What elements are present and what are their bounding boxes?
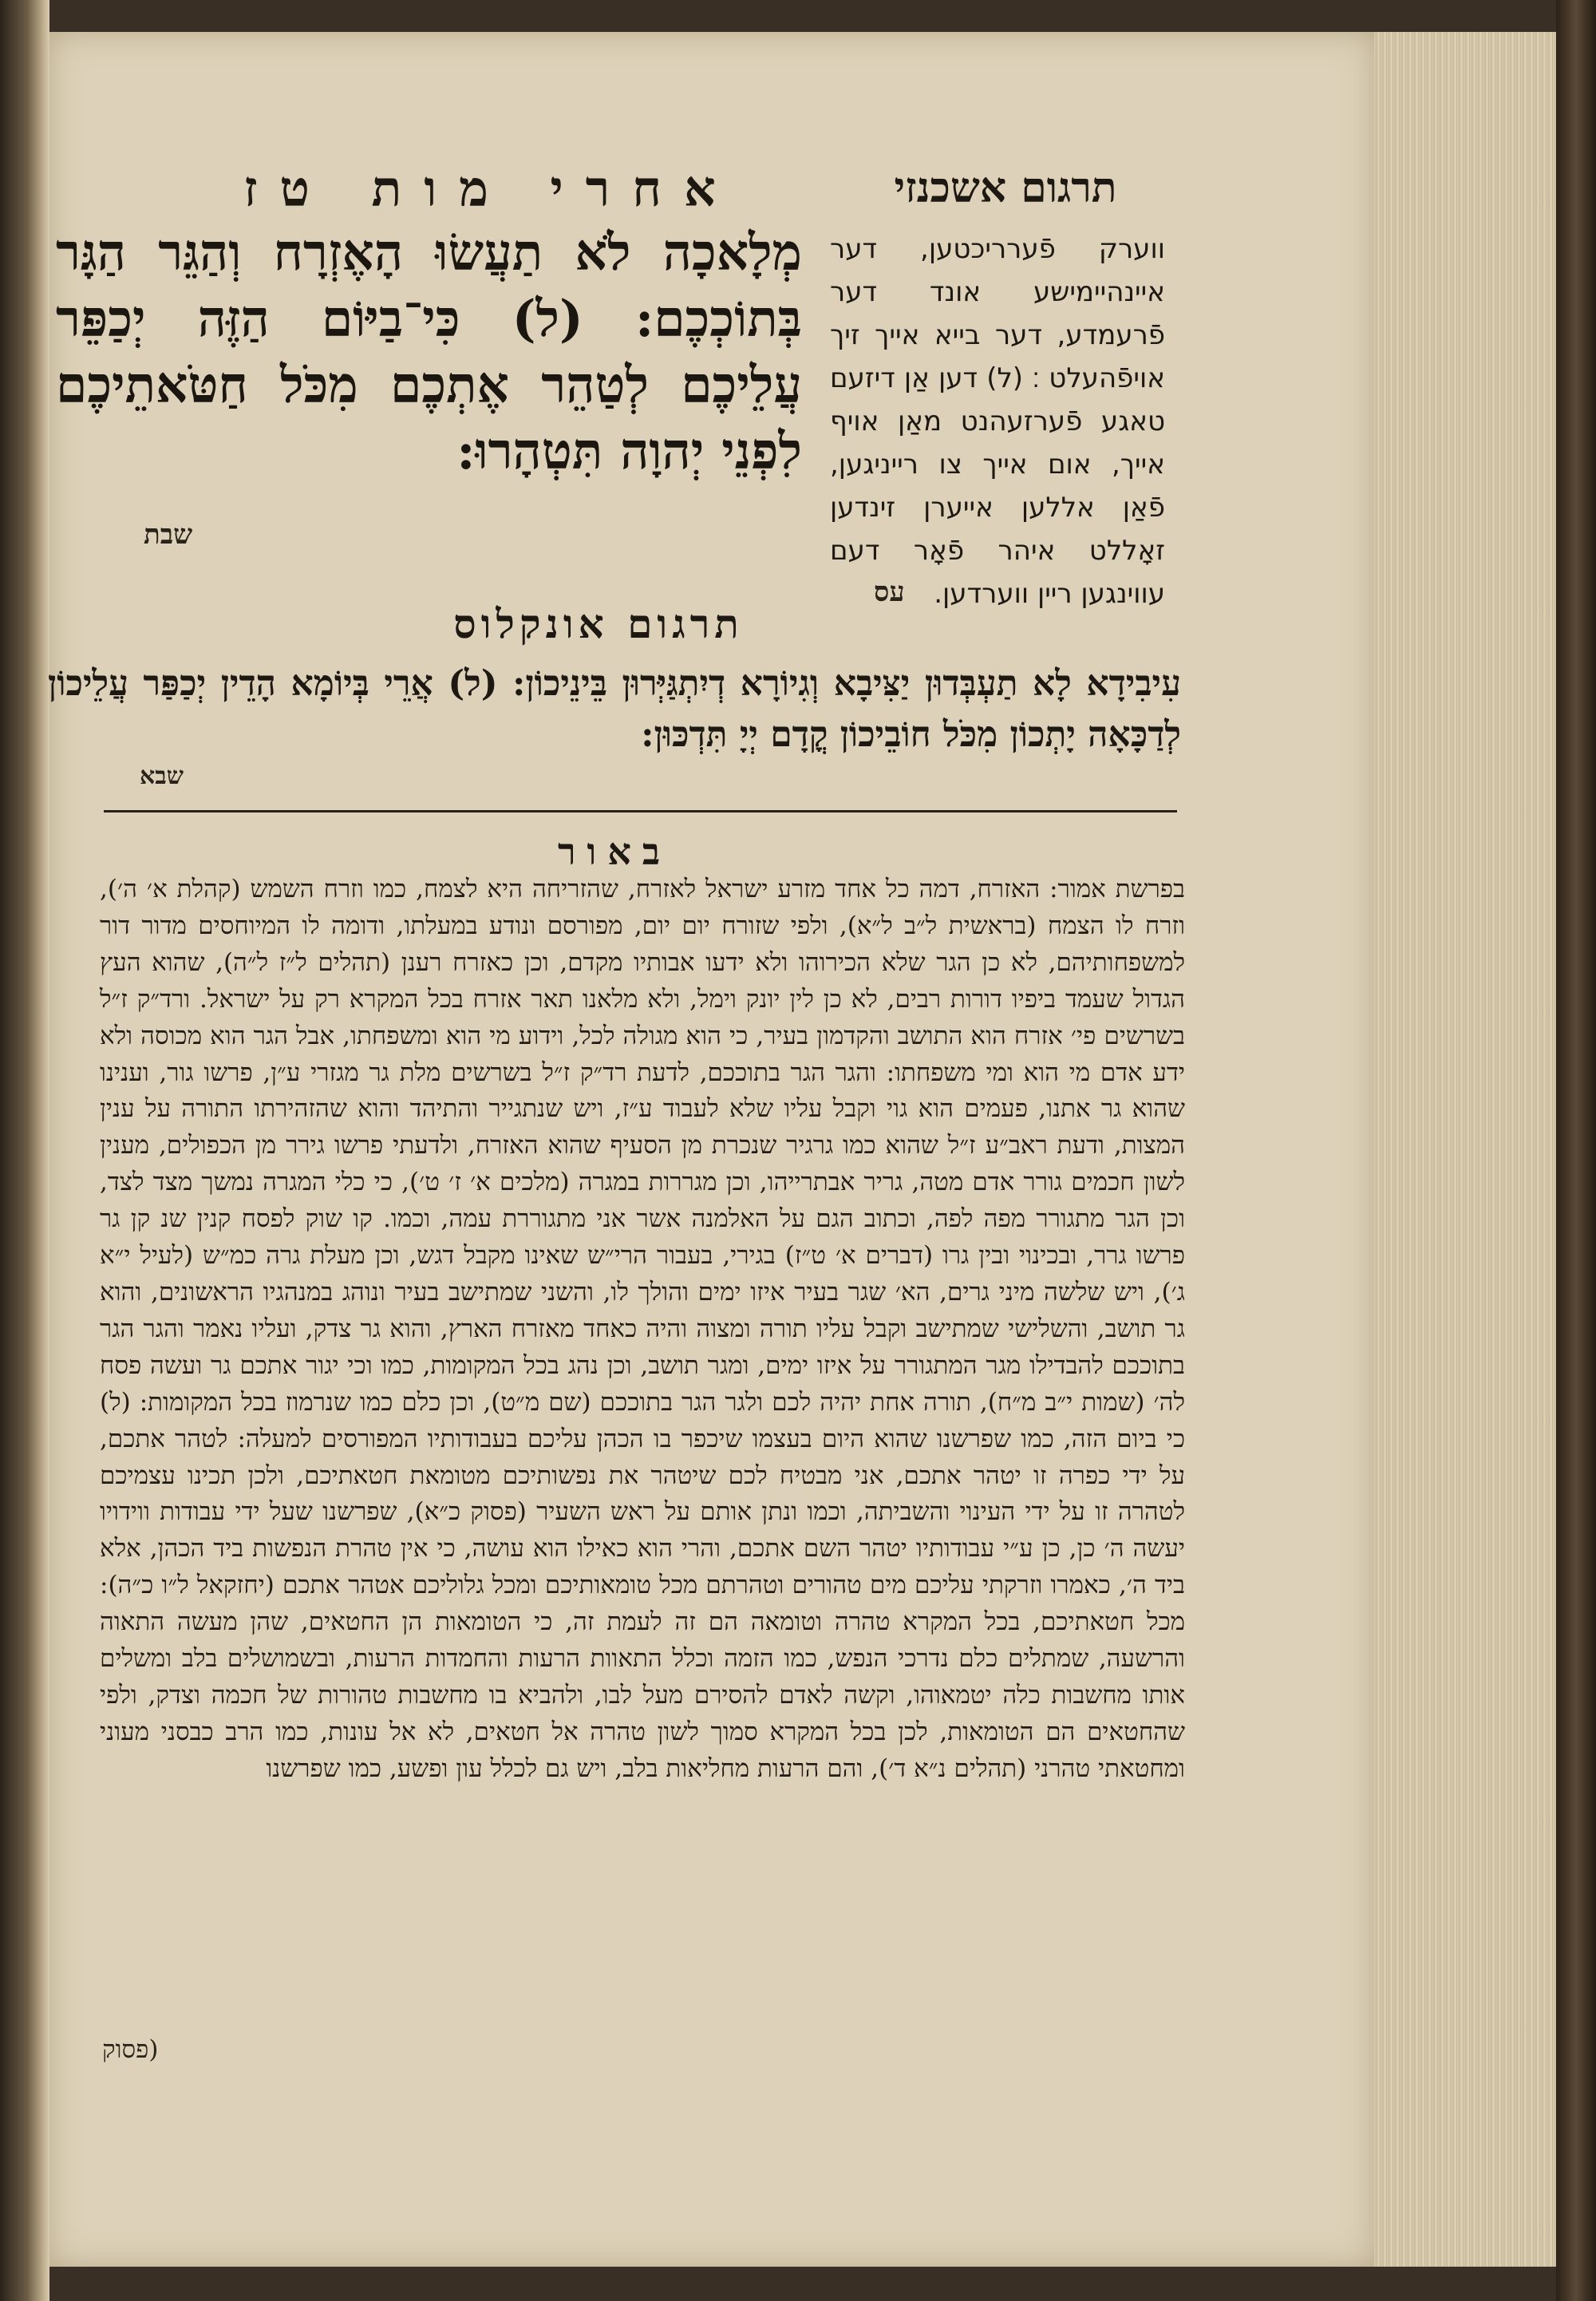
catchword-biur: (פסוק (102, 2035, 159, 2064)
onkelos-heading: תרגום אונקלוס (453, 600, 744, 647)
biur-heading: באור (557, 830, 672, 873)
section-divider (104, 810, 1177, 812)
book-left-edge (0, 0, 49, 2301)
torah-text: מְלָאכָה לֹא תַעֲשׂוּ הָאֶזְרָח וְהַגֵּר הַגָּר בְּתוֹכְכֶם: (ל) כִּי־בַיּוֹם הַזֶּה יְכַפֵּר עֲלֵיכֶם לְטַהֵר אֶתְכֶם מִכֹּל חַטֹּאתֵיכֶם לִפְנֵי יְהוָה תִּטְהָרוּ: (56, 223, 802, 480)
onkelos-text: עִיבִידָא לָא תַעְבְּדוּן יַצִּיבָא וְגִיוֹרָא דְיִתְגַּיְּרוּן בֵּינֵיכוֹן: (ל) אֲרֵי בְּיוֹמָא הָדֵין יְכַפַּר עֲלֵיכוֹן לְדַכָּאָה יָתְכוֹן מִכֹּל חוֹבֵיכוֹן קֳדָם יְיָ תִּדְכּוּן: (48, 663, 1181, 755)
running-header-parasha: אחרי מות טז (243, 160, 738, 218)
catchword-ashkenazi: עס (874, 576, 905, 608)
book-cover-edge (1556, 0, 1596, 2301)
catchword-torah: שבת (144, 519, 193, 551)
catchword-onkelos: שבא (140, 762, 184, 790)
page-stack-edges (1374, 32, 1556, 2267)
targum-ashkenazi-text: ווערק פֿערריכטען, דער איינהיימישע אונד דער פֿרעמדע, דער בייא אייך זיך אויפֿהעלט ׃ (ל) דען אַן דיזעם טאגע פֿערזעהנט מאַן אויף אייך, אום אייך צו רייניגען, פֿאַן אללען אייערן זינדען זאָללט איהר פֿאָר דעם עווינגען ריין ווערדען. (830, 233, 1165, 610)
running-header-targum-ashkenazi: תרגום אשכנזי (894, 164, 1117, 212)
biur-commentary: בפרשת אמור: האזרח, דמה כל אחד מזרע ישראל לאזרח, שהזריחה היא לצמח, כמו וזרח השמש (קהלת א׳ ה׳), וזרח לו הצמח (בראשית ל״ב ל״א), ולפי שזורח יום יום, מפורסם ונודע במעלתו, ודומה לו המיוחסים מדור דור למשפחותיהם, לא כן הגר שלא הכירוהו ולא ידעו אבותיו מקדם, וכן כאזרח רענן (תהלים ל״ז ל״ה), שהוא העץ הגדול שעמד ביפיו דורות רבים, לא כן לין יונק וימל, ולא מלאנו תאר אזרח בכל המקרא רק על ישראל. ורד״ק ז״ל בשרשים פי׳ אזרח הוא התושב והקדמון בעיר, כי הוא מגולה לכל, וידוע מי הוא ומשפחתו, אבל הגר הוא מכוסה ולא ידע אדם מי הוא ומי משפחתו: והגר הגר בתוככם, לדעת רד״ק ז״ל בשרשים מלת גר מגזרי ע״ן, פרשו גור, וענינו שהוא גר אתנו, פעמים הוא גוי וקבל עליו שלא לעבוד ע״ז, ויש שנתגייר והתיהד והוא שהזהירתו התורה על ענין המצות, ודעת ראב״ע ז״ל שהוא כמו גרגיר שנכרת מן הסעיף שהוא האזרח, ולדעתי פרשו גירר מן הכפולים, מענין לשון חכמים גורר אדם מטה, גריר אבתרייהו, וכן מגררות במגרה (מלכים א׳ ז׳ ט׳), כי כלי המגרה נמשך מצד לצד, וכן הגר מתגורר מפה לפה, וכתוב הגם על האלמנה אשר אני מתגוררת עמה, וכמו. קו שוק לפסח קנין שנ קן גר פרשו גרר, ובכינוי ובין גרו (דברים א׳ ט״ז) בגירי, בעבור הרי״ש שאינו מקבל דגש, וכן מעלת גרה כמ״ש (לעיל י״א ג׳), ויש שלשה מיני גרים, הא׳ שגר בעיר איזו ימים והולך לו, והשני שמתישב בעיר ונוהג במנהגיו הראשונים, והוא גר תושב, והשלישי שמתישב וקבל עליו תורה ומצוה והיה כאחד מאזרח הארץ, והוא גר צדק, ועליו נאמר והגר הגר בתוככם להבדילו מגר המתגורר על איזו ימים, ומגר תושב, וכן נהג בכל המקומות, כמו וכי יגור אתכם גר ועשה פסח לה׳ (שמות י״ב מ״ח), תורה אחת יהיה לכם ולגר הגר בתוככם (שם מ״ט), וכן כלם כמו שנרמוז בכל המקומות: (ל) כי ביום הזה, כמו שפרשנו שהוא היום בעצמו שיכפר בו הכהן עליכם בעבודותיו המפורסים למעלה: לטהר אתכם, על ידי כפרה זו יטהר אתכם, אני מבטיח לכם שיטהר את נפשותיכם מטומאת חטאתיכם, ולכן תכינו עצמיכם לטהרה זו על ידי העינוי והשביתה, וכמו ונתן אותם על ראש השעיר (פסוק כ״א), שפרשנו שעל ידי עבודות ווידויו יעשה ה׳ כן, כן ע״י עבודותיו יטהר השם אתכם, והרי הוא כאילו הוא עושה, כי אין טהרת הנפשות ביד הכהן, אלא ביד ה׳, כאמרו וזרקתי עליכם מים טהורים וטהרתם מכל טומאותיכם ומכל גלוליכם אטהר אתכם (יחזקאל ל״ו כ״ה): מכל חטאתיכם, בכל המקרא טהרה וטומאה הם זה לעמת זה, כי הטומאות הן החטאים, שהן מעשה התאוה והרשעה, שמתלים כלם נדרכי הנפש, כמו הזמה וכלל התאוות הרעות והחמדות הרעות, ובשמושלים בלב ומשלים אותו מחשבות כלה יטמאוהו, וקשה לאדם להסירם מעל לבו, ולהביא בו מחשבות טהורות של חכמה וצדק, ולפי שהחטאים הם הטומאות, לכן בכל המקרא סמוך לשון טהרה אל חטאים, לא אל עונות, כמו הרב כבסני מעוני ומחטאתי טהרני (תהלים נ״א ד׳), והם הרעות מחליאות בלב, ויש גם לכלל עון ופשע, כמו שפרשנו (100, 875, 1186, 1783)
